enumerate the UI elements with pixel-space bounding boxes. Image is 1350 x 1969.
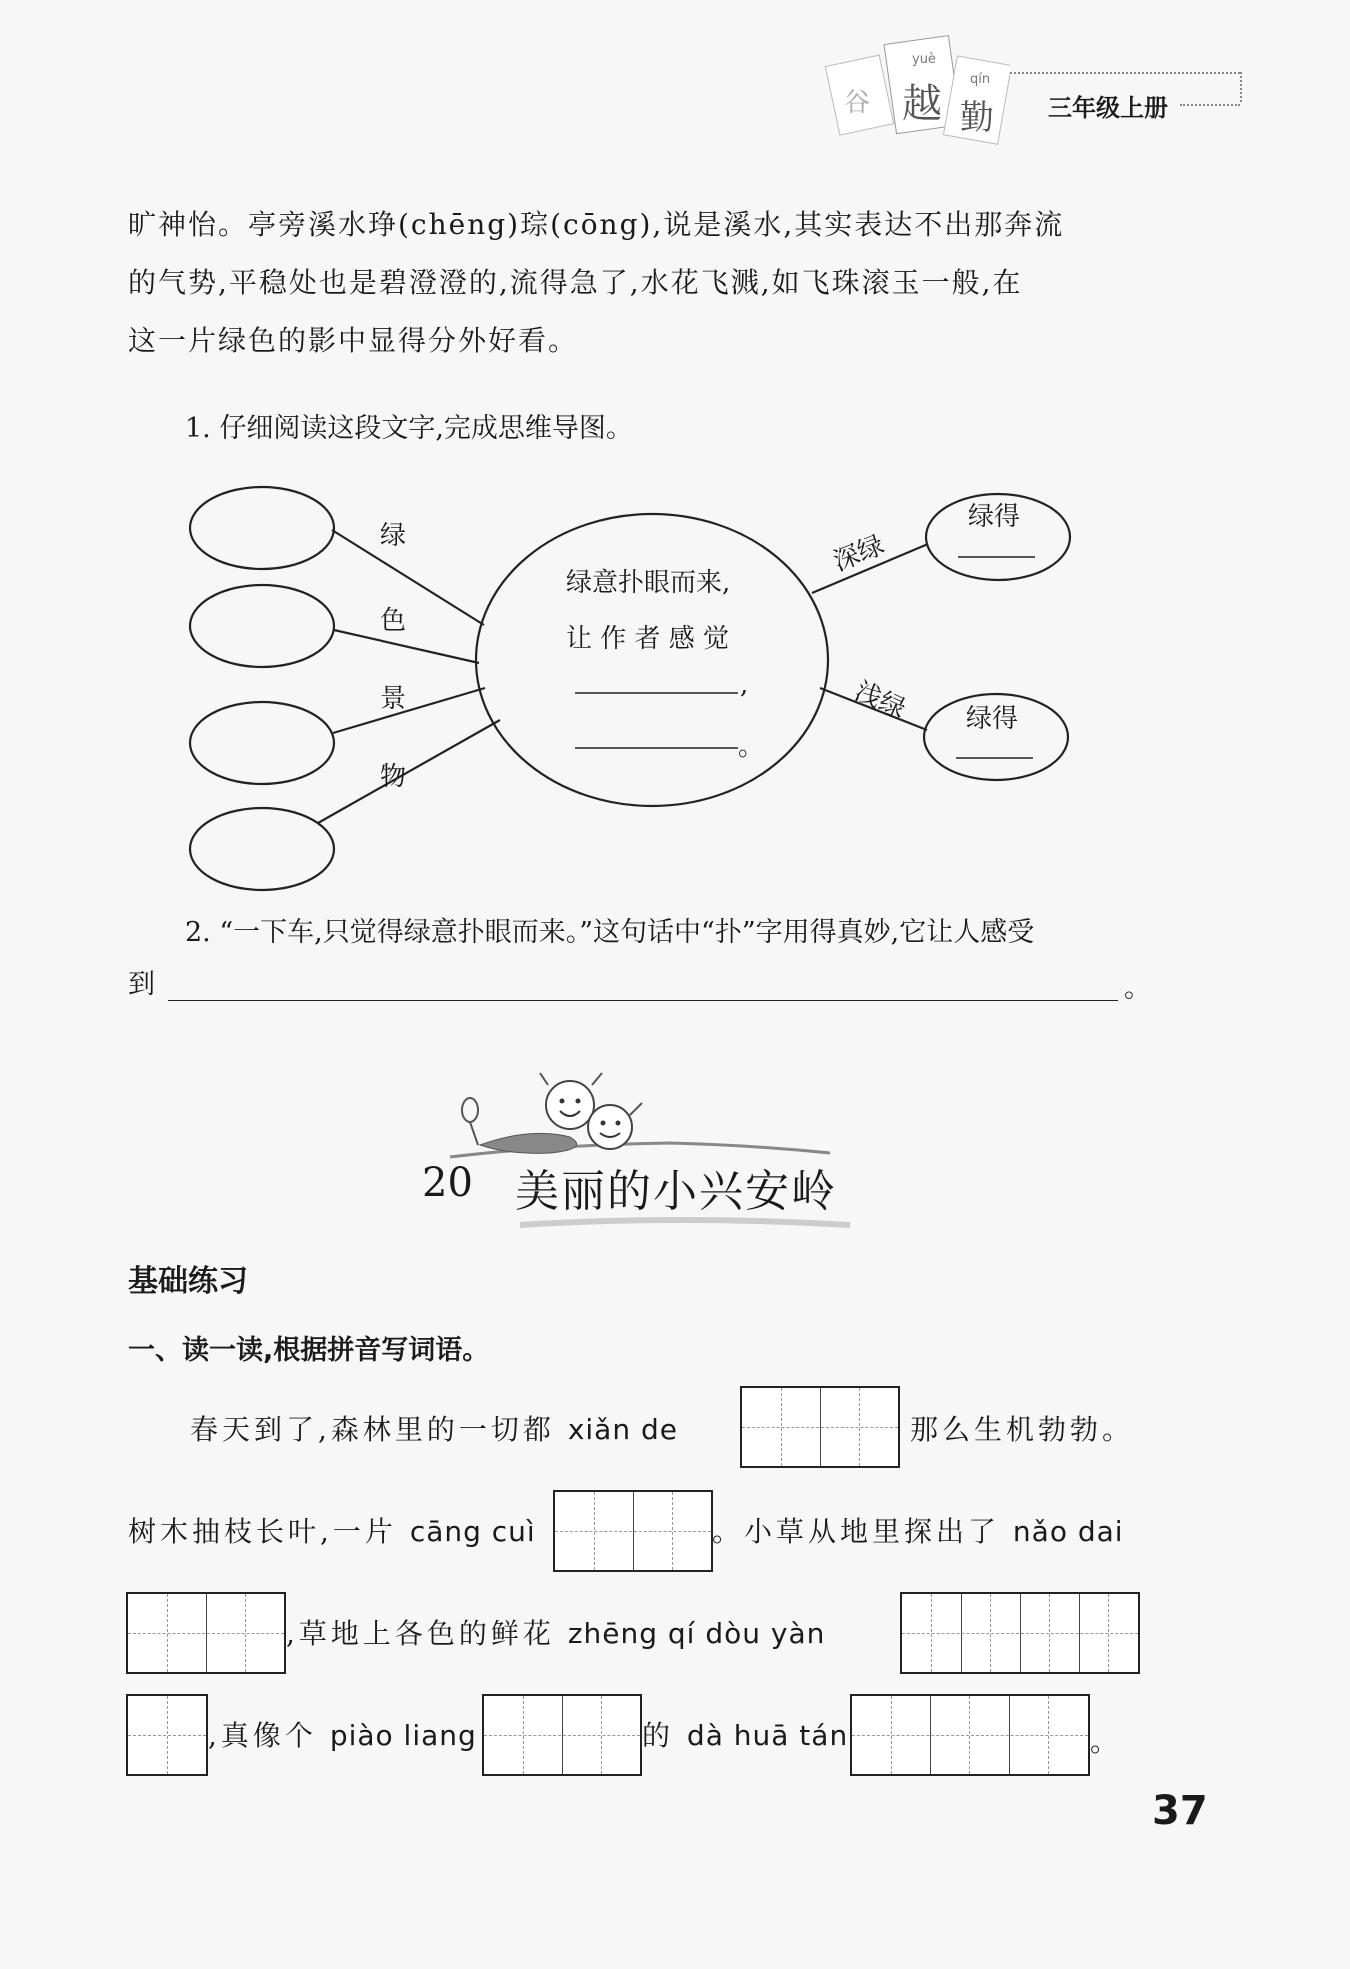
logo-char-1: 谷 [844, 88, 871, 118]
mindmap-connector [333, 688, 485, 733]
question-2-answer-line[interactable] [168, 1000, 1118, 1001]
mindmap-center-line-2: 让 作 者 感 觉 [566, 624, 730, 654]
pinyin-prompt: nǎo dai [1012, 1515, 1124, 1548]
mindmap-left-label: 物 [380, 762, 407, 792]
exercise-text-segment: 那么生机勃勃。 [910, 1413, 1135, 1446]
passage-line: 这一片绿色的影中显得分外好看。 [128, 324, 579, 357]
exercise-text-segment: 树木抽枝长叶,一片 [128, 1515, 397, 1548]
exercise-text [128, 1510, 536, 1550]
answer-grid-zhengqidouyan[interactable] [900, 1592, 1140, 1674]
mindmap-bottom-node-text: 绿得 [966, 704, 1019, 734]
page-number: 37 [1152, 1788, 1208, 1834]
mindmap-top-node-text: 绿得 [968, 502, 1021, 532]
exercise-text-segment: 春天到了,森林里的一切都 [190, 1413, 555, 1446]
section-title: 基础练习 [128, 1264, 248, 1299]
mindmap-branch-top-label: 深绿 [829, 530, 889, 578]
exercise-text-segment: ,真像个 [208, 1719, 317, 1752]
mindmap-connector [332, 530, 484, 625]
answer-grid-cangcui[interactable] [553, 1490, 713, 1572]
answer-grid-piaoliang[interactable] [482, 1694, 642, 1776]
mindmap-answer-oval-2[interactable] [190, 585, 334, 667]
answer-grid-xiang[interactable] [126, 1694, 208, 1776]
question-1: 1. 仔细阅读这段文字,完成思维导图。 [185, 413, 633, 444]
pinyin-prompt: piào liang [329, 1719, 477, 1752]
exercise-text [208, 1714, 477, 1754]
exercise-text [286, 1612, 825, 1652]
question-2-line2-start: 到 [128, 969, 155, 1000]
exercise-1-heading: 一、读一读,根据拼音写词语。 [128, 1335, 490, 1366]
mindmap-branch-bottom-label: 浅绿 [850, 676, 910, 726]
exercise-text [190, 1408, 678, 1448]
mindmap-connector [334, 630, 479, 663]
logo-char-3: 勤 [960, 98, 994, 138]
mindmap-center-period: 。 [738, 732, 765, 762]
pinyin-prompt: dà huā tán [686, 1719, 849, 1752]
exercise-text-segment: 。 [1090, 1725, 1123, 1758]
mindmap-center-oval [476, 514, 828, 806]
exercise-text [712, 1510, 1124, 1550]
mindmap-left-label: 色 [380, 606, 407, 636]
lesson-title: 美丽的小兴安岭 [515, 1166, 837, 1217]
exercise-text-segment: ,草地上各色的鲜花 [286, 1617, 555, 1650]
mindmap-center-comma: , [740, 670, 749, 700]
logo-pinyin-2: qín [970, 72, 991, 87]
mindmap-center-line-1: 绿意扑眼而来, [566, 568, 731, 598]
logo-char-2: 越 [902, 81, 942, 127]
passage-line: 旷神怡。亭旁溪水琤(chēng)琮(cōng),说是溪水,其实表达不出那奔流 [128, 208, 1065, 241]
exercise-text-segment: 。小草从地里探出了 [712, 1515, 1001, 1548]
mindmap-connector [318, 720, 500, 823]
pinyin-prompt: xiǎn de [567, 1413, 678, 1446]
mindmap-answer-oval-1[interactable] [190, 487, 334, 569]
mindmap-left-label: 绿 [380, 521, 407, 551]
mindmap-answer-oval-4[interactable] [190, 808, 334, 890]
answer-grid-dahuatan[interactable] [850, 1694, 1090, 1776]
exercise-text [642, 1714, 848, 1754]
pinyin-prompt: cāng cuì [409, 1515, 536, 1548]
grade-label: 三年级上册 [1048, 94, 1168, 122]
mindmap-left-label: 景 [380, 684, 407, 714]
lesson-number: 20 [422, 1160, 473, 1206]
logo-pinyin-1: yuè [912, 52, 936, 67]
pinyin-prompt: zhēng qí dòu yàn [567, 1617, 826, 1650]
passage-line: 的气势,平稳处也是碧澄澄的,流得急了,水花飞溅,如飞珠滚玉一般,在 [128, 266, 1023, 299]
question-2: 2. “一下车,只觉得绿意扑眼而来。”这句话中“扑”字用得真妙,它让人感受 [185, 917, 1035, 948]
answer-grid-naodai[interactable] [126, 1592, 286, 1674]
mindmap-answer-oval-3[interactable] [190, 702, 334, 784]
exercise-text-segment: 的 [642, 1719, 675, 1752]
question-2-period: 。 [1124, 973, 1151, 1004]
answer-grid-xiande[interactable] [740, 1386, 900, 1468]
